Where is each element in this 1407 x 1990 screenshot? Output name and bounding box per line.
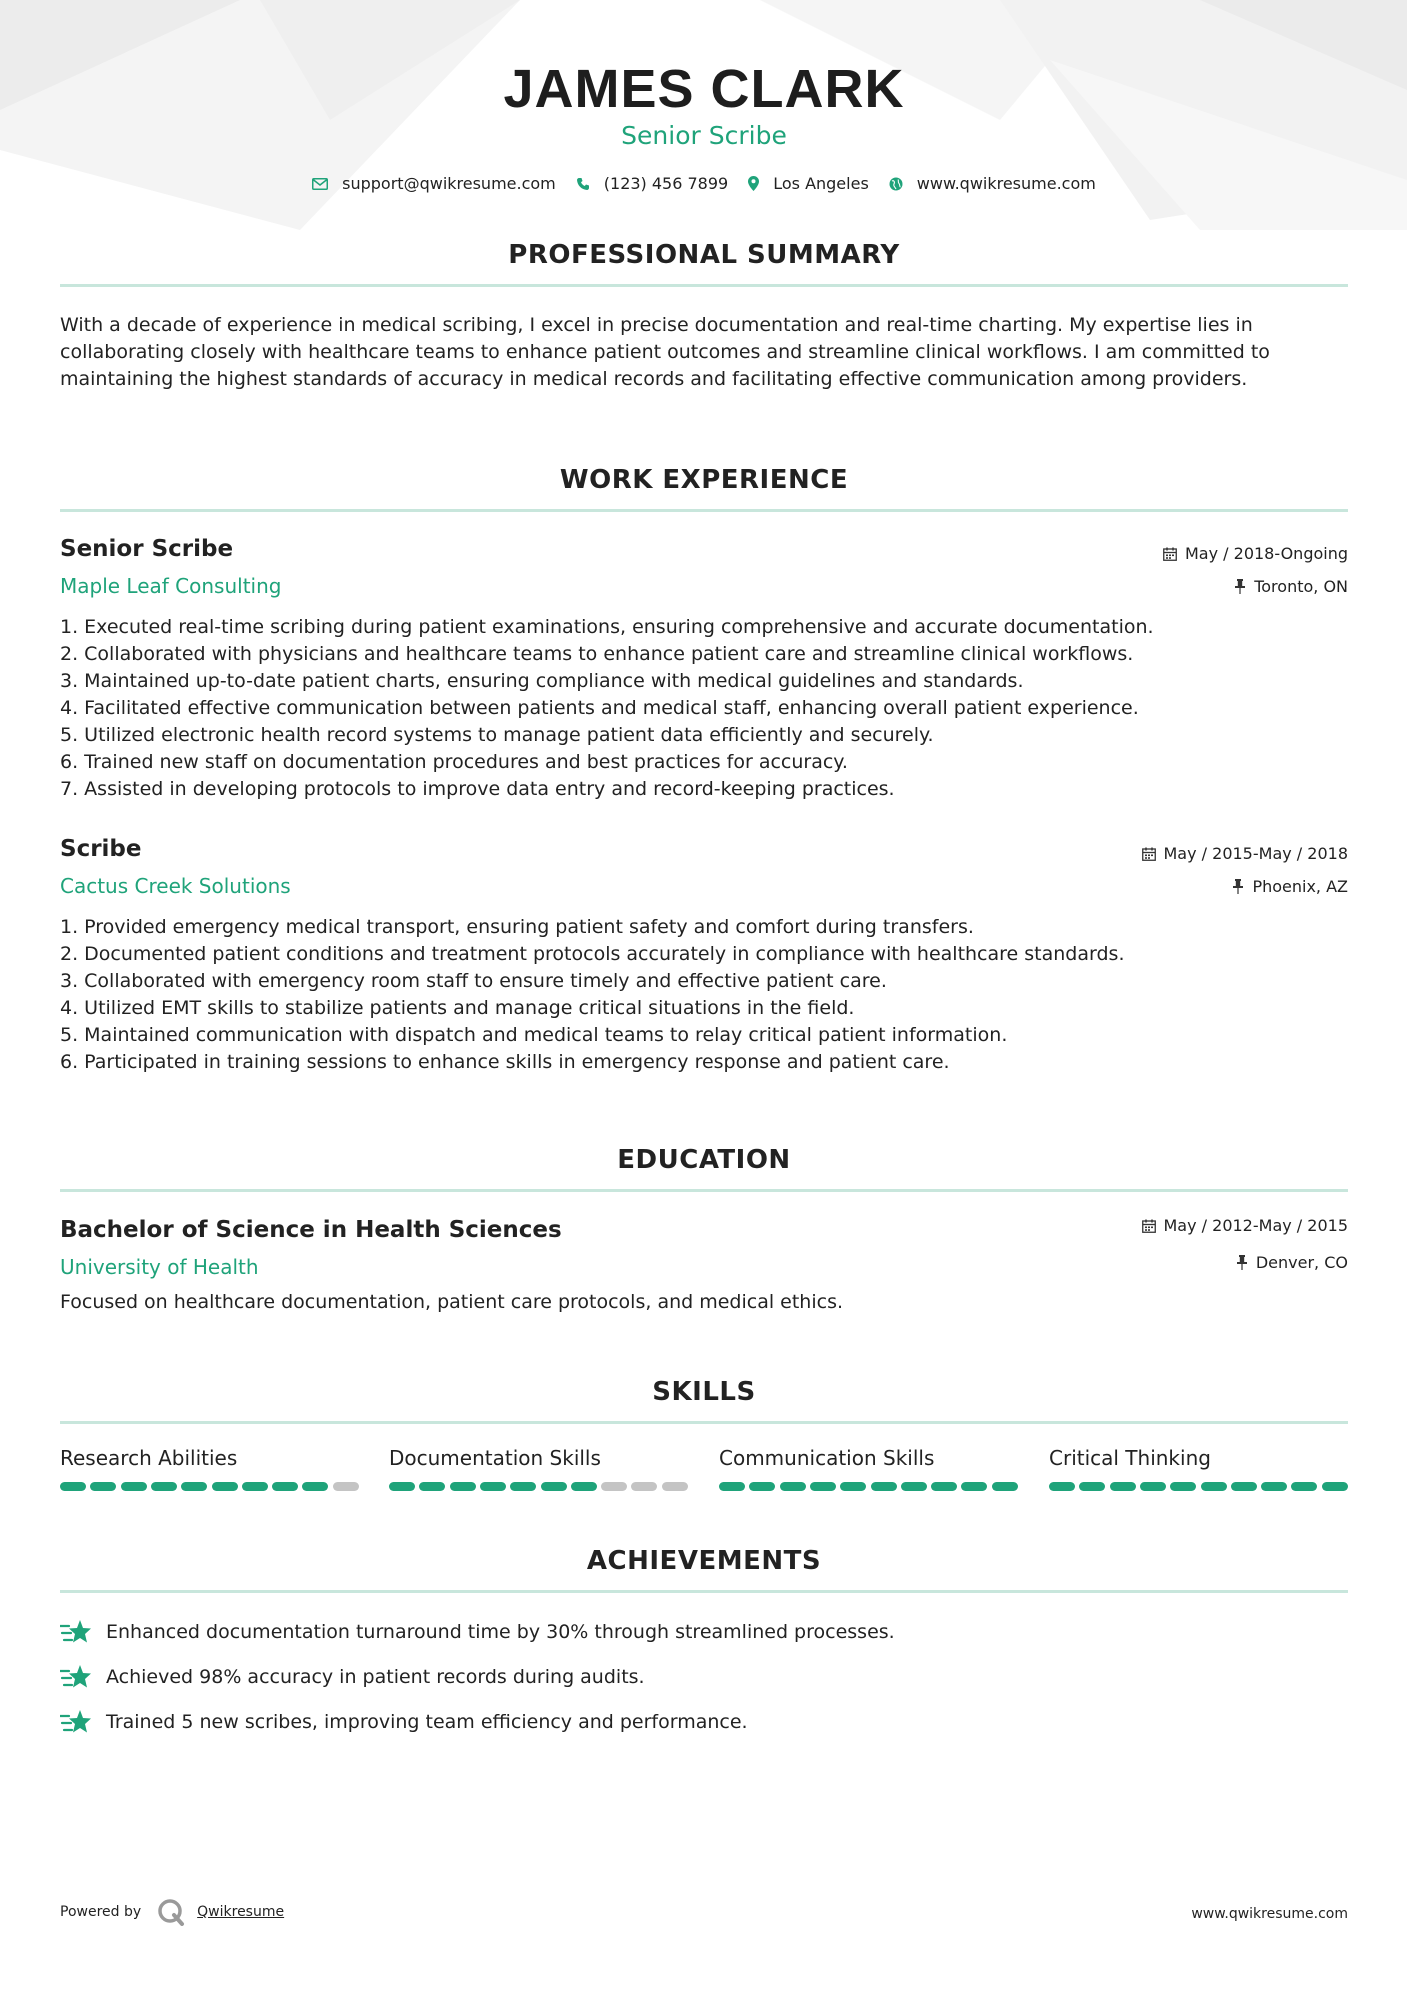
job-title: Senior Scribe [60,536,234,562]
achievements-heading: ACHIEVEMENTS [586,1546,822,1576]
skill-segment [961,1482,987,1491]
job-dates [1163,544,1348,563]
skill-segment [631,1482,657,1491]
experience-heading: WORK EXPERIENCE [559,465,849,495]
skill-segment [90,1482,116,1491]
job-title: Scribe [60,836,142,862]
list-item: 7. Assisted in developing protocols to improve data entry and record-keeping practices. [60,778,895,800]
skill-segment [1170,1482,1196,1491]
pin-icon [1234,579,1246,594]
skill-segment [871,1482,897,1491]
education-location [1236,1253,1348,1272]
contact-website[interactable] [889,174,1096,193]
skill-segment [1261,1482,1287,1491]
skill-segment [450,1482,476,1491]
qwikresume-link[interactable]: Qwikresume [197,1904,285,1920]
education-heading: EDUCATION [617,1145,791,1175]
job-location [1232,877,1348,896]
skill-segment [1140,1482,1166,1491]
skill-segment [272,1482,298,1491]
candidate-name: JAMES CLARK [503,59,905,119]
skill-name: Research Abilities [60,1446,238,1470]
skill-name: Documentation Skills [389,1446,601,1470]
skill-segment [601,1482,627,1491]
skill-segment [662,1482,688,1491]
list-item: 3. Collaborated with emergency room staff to ensure timely and effective patient care. [60,970,887,992]
skill-segment [901,1482,927,1491]
skill-name: Communication Skills [719,1446,935,1470]
job-responsibilities [60,914,1348,1076]
skill-segment [212,1482,238,1491]
skill-segment [1291,1482,1317,1491]
achievement-text: Enhanced documentation turnaround time by 30% through streamlined processes. [106,1621,895,1643]
company-name: Maple Leaf Consulting [60,574,282,598]
map-marker-icon [748,176,759,191]
education-description: Focused on healthcare documentation, patient care protocols, and medical ethics. [60,1291,844,1313]
job-location-text: Phoenix, AZ [1252,877,1348,896]
skill-item [1049,1446,1348,1470]
summary-divider [60,284,1348,287]
list-item: 1. Executed real-time scribing during patient examinations, ensuring comprehensive and accurate documentation. [60,616,1154,638]
skills-grid [60,1446,1348,1496]
education-location-text: Denver, CO [1255,1253,1348,1272]
skill-segment [749,1482,775,1491]
job-location [1234,577,1348,596]
skills-divider [60,1421,1348,1424]
footer-website[interactable]: www.qwikresume.com [1191,1906,1348,1922]
list-item: 6. Participated in training sessions to enhance skills in emergency response and patient care. [60,1051,950,1073]
shooting-star-icon [60,1618,92,1646]
skill-rating-bar [719,1482,1018,1491]
summary-text: With a decade of experience in medical scribing, I excel in precise documentation and real-time charting. My expertise lies in collaborating closely with healthcare teams to enhance patient outcomes and streamline clinical workflows. I am committed to maintaining the highest standards of accuracy in medical records and facilitating effective communication among providers. [60,314,1270,390]
list-item: 6. Trained new staff on documentation procedures and best practices for accuracy. [60,751,848,773]
pin-icon [1232,879,1244,894]
skill-segment [181,1482,207,1491]
contact-email[interactable] [312,174,556,193]
list-item: 2. Documented patient conditions and treatment protocols accurately in compliance with healthcare standards. [60,943,1125,965]
skill-rating-bar [389,1482,688,1491]
skill-segment [992,1482,1018,1491]
achievement-text: Trained 5 new scribes, improving team efficiency and performance. [106,1711,748,1733]
job-dates [1142,844,1349,863]
powered-by-label: Powered by [60,1904,142,1920]
achievement-item [60,1618,1348,1646]
achievement-item [60,1663,1348,1691]
contact-bar [60,174,1348,193]
skill-segment [121,1482,147,1491]
job-responsibilities [60,614,1348,803]
company-name: Cactus Creek Solutions [60,874,291,898]
achievements-divider [60,1590,1348,1593]
skill-rating-bar [1049,1482,1348,1491]
email-text: support@qwikresume.com [342,174,556,193]
shooting-star-icon [60,1663,92,1691]
experience-divider [60,509,1348,512]
skill-segment [840,1482,866,1491]
skill-segment [1322,1482,1348,1491]
education-divider [60,1189,1348,1192]
calendar-icon [1163,547,1177,561]
phone-text: (123) 456 7899 [603,174,729,193]
achievement-text: Achieved 98% accuracy in patient records during audits. [106,1666,645,1688]
school-name: University of Health [60,1255,259,1279]
skill-segment [1049,1482,1075,1491]
skill-segment [151,1482,177,1491]
skill-segment [719,1482,745,1491]
list-item: 2. Collaborated with physicians and healthcare teams to enhance patient care and streamline clinical workflows. [60,643,1134,665]
skill-segment [780,1482,806,1491]
list-item: 4. Utilized EMT skills to stabilize patients and manage critical situations in the field. [60,997,855,1019]
list-item: 3. Maintained up-to-date patient charts, ensuring compliance with medical guidelines and standards. [60,670,1024,692]
contact-location [748,174,869,193]
skill-segment [1201,1482,1227,1491]
candidate-title: Senior Scribe [621,121,787,150]
skill-segment [389,1482,415,1491]
location-text: Los Angeles [773,174,869,193]
skill-segment [242,1482,268,1491]
skill-segment [419,1482,445,1491]
list-item: 5. Utilized electronic health record systems to manage patient data efficiently and securely. [60,724,934,746]
skill-segment [541,1482,567,1491]
calendar-icon [1142,1219,1156,1233]
job-dates-text: May / 2018-Ongoing [1185,544,1348,563]
phone-icon [576,177,590,191]
job-dates-text: May / 2015-May / 2018 [1163,844,1348,863]
education-dates-text: May / 2012-May / 2015 [1163,1216,1348,1235]
globe-icon [889,177,903,191]
skill-segment [571,1482,597,1491]
list-item: 5. Maintained communication with dispatch and medical teams to relay critical patient information. [60,1024,1008,1046]
calendar-icon [1142,847,1156,861]
degree-title: Bachelor of Science in Health Sciences [60,1217,562,1243]
skill-segment [810,1482,836,1491]
education-dates [1142,1216,1349,1235]
skill-segment [302,1482,328,1491]
website-text: www.qwikresume.com [916,174,1096,193]
footer-powered-by [60,1898,284,1926]
skill-item [60,1446,359,1470]
skill-segment [1231,1482,1257,1491]
envelope-icon [312,178,328,190]
list-item: 4. Facilitated effective communication between patients and medical staff, enhancing overall patient experience. [60,697,1139,719]
skill-item [719,1446,1018,1470]
pin-icon [1236,1255,1248,1270]
qwikresume-logo-icon [157,1898,185,1926]
list-item: 1. Provided emergency medical transport, ensuring patient safety and comfort during transfers. [60,916,974,938]
job-location-text: Toronto, ON [1254,577,1348,596]
skill-name: Critical Thinking [1049,1446,1211,1470]
shooting-star-icon [60,1708,92,1736]
skill-segment [510,1482,536,1491]
skill-segment [333,1482,359,1491]
contact-phone[interactable] [576,174,728,193]
skill-segment [1110,1482,1136,1491]
skill-segment [480,1482,506,1491]
skill-segment [1079,1482,1105,1491]
skills-heading: SKILLS [652,1377,756,1407]
skill-rating-bar [60,1482,359,1491]
summary-heading: PROFESSIONAL SUMMARY [508,240,900,270]
skill-segment [931,1482,957,1491]
skill-segment [60,1482,86,1491]
skill-item [389,1446,688,1470]
achievement-item [60,1708,1348,1736]
